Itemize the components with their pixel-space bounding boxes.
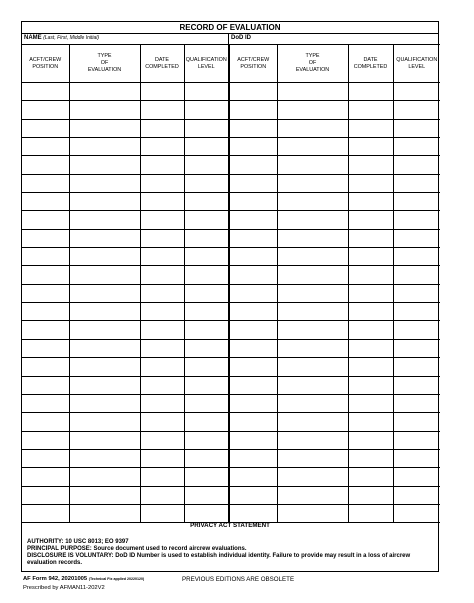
entry-cell[interactable]: [140, 138, 184, 156]
form-footer: [21, 574, 439, 598]
entry-cell[interactable]: [277, 284, 348, 302]
entry-cell[interactable]: [348, 193, 393, 211]
entry-cell[interactable]: [393, 284, 440, 302]
entry-cell[interactable]: [229, 468, 277, 486]
entry-cell[interactable]: [140, 284, 184, 302]
entry-cell[interactable]: [140, 358, 184, 376]
entry-cell[interactable]: [348, 156, 393, 174]
entry-cell[interactable]: [393, 321, 440, 339]
table-row: [22, 339, 440, 357]
entry-cell[interactable]: [69, 321, 140, 339]
entry-cell[interactable]: [140, 174, 184, 192]
header-row: [22, 45, 440, 83]
table-row: [22, 193, 440, 211]
table-row: [22, 156, 440, 174]
entry-cell[interactable]: [22, 83, 69, 101]
entry-cell[interactable]: [22, 358, 69, 376]
entry-cell[interactable]: [184, 449, 229, 467]
table-row: [22, 431, 440, 449]
entry-cell[interactable]: [184, 504, 229, 522]
entry-cell[interactable]: [277, 156, 348, 174]
entry-cell[interactable]: [22, 138, 69, 156]
entry-cell[interactable]: [229, 284, 277, 302]
entry-cell[interactable]: [140, 394, 184, 412]
column-header: QUALIFICATION LEVEL: [393, 45, 440, 83]
entry-cell[interactable]: [184, 431, 229, 449]
entry-cell[interactable]: [22, 174, 69, 192]
table-row: [22, 358, 440, 376]
entry-cell[interactable]: [348, 431, 393, 449]
entry-cell[interactable]: [22, 394, 69, 412]
entry-cell[interactable]: [69, 101, 140, 119]
entry-cell[interactable]: [22, 211, 69, 229]
entry-cell[interactable]: [348, 101, 393, 119]
entry-cell[interactable]: [277, 376, 348, 394]
entry-cell[interactable]: [277, 101, 348, 119]
entry-cell[interactable]: [229, 394, 277, 412]
entry-cell[interactable]: [69, 303, 140, 321]
prescribed-by: Prescribed by AFMAN11-202V2: [23, 585, 105, 591]
form-title: RECORD OF EVALUATION: [22, 22, 438, 34]
entry-cell[interactable]: [348, 394, 393, 412]
table-row: [22, 119, 440, 137]
obsolete-notice: PREVIOUS EDITIONS ARE OBSOLETE: [182, 576, 295, 583]
entry-cell[interactable]: [184, 229, 229, 247]
entry-cell[interactable]: [277, 248, 348, 266]
entry-cell[interactable]: [22, 449, 69, 467]
entry-cell[interactable]: [393, 449, 440, 467]
column-header: DATE COMPLETED: [348, 45, 393, 83]
entry-cell[interactable]: [229, 449, 277, 467]
entry-cell[interactable]: [22, 101, 69, 119]
entry-cell[interactable]: [393, 468, 440, 486]
entry-cell[interactable]: [393, 174, 440, 192]
entry-cell[interactable]: [277, 449, 348, 467]
dod-id-label: DoD ID: [231, 35, 251, 41]
entry-cell[interactable]: [184, 83, 229, 101]
entry-cell[interactable]: [22, 248, 69, 266]
entry-cell[interactable]: [393, 229, 440, 247]
entry-cell[interactable]: [69, 248, 140, 266]
entry-cell[interactable]: [229, 138, 277, 156]
entry-cell[interactable]: [22, 413, 69, 431]
entry-cell[interactable]: [184, 339, 229, 357]
entry-cell[interactable]: [277, 339, 348, 357]
entry-cell[interactable]: [184, 101, 229, 119]
entry-cell[interactable]: [69, 193, 140, 211]
entry-cell[interactable]: [69, 504, 140, 522]
entry-cell[interactable]: [393, 358, 440, 376]
entry-cell[interactable]: [277, 394, 348, 412]
entry-cell[interactable]: [229, 248, 277, 266]
column-header: TYPE OF EVALUATION: [277, 45, 348, 83]
entry-cell[interactable]: [69, 266, 140, 284]
entry-cell[interactable]: [348, 303, 393, 321]
entry-cell[interactable]: [277, 83, 348, 101]
entry-cell[interactable]: [22, 156, 69, 174]
entry-cell[interactable]: [348, 174, 393, 192]
entry-cell[interactable]: [348, 486, 393, 504]
entry-cell[interactable]: [393, 339, 440, 357]
entry-cell[interactable]: [22, 321, 69, 339]
entry-cell[interactable]: [22, 504, 69, 522]
entry-cell[interactable]: [393, 248, 440, 266]
table-row: [22, 174, 440, 192]
entry-cell[interactable]: [393, 394, 440, 412]
entry-cell[interactable]: [348, 321, 393, 339]
entry-cell[interactable]: [277, 193, 348, 211]
entry-cell[interactable]: [393, 83, 440, 101]
entry-cell[interactable]: [348, 468, 393, 486]
entry-cell[interactable]: [69, 156, 140, 174]
entry-cell[interactable]: [69, 174, 140, 192]
form-number: AF Form 942, 20201005: [23, 576, 88, 582]
entry-cell[interactable]: [69, 229, 140, 247]
entry-cell[interactable]: [277, 358, 348, 376]
entry-cell[interactable]: [22, 284, 69, 302]
entry-cell[interactable]: [184, 394, 229, 412]
table-row: [22, 486, 440, 504]
entry-cell[interactable]: [140, 339, 184, 357]
evaluation-rows: [22, 83, 440, 523]
entry-cell[interactable]: [277, 468, 348, 486]
name-label: NAME: [24, 35, 42, 41]
entry-cell[interactable]: [277, 504, 348, 522]
entry-cell[interactable]: [229, 119, 277, 137]
entry-cell[interactable]: [229, 266, 277, 284]
entry-cell[interactable]: [277, 431, 348, 449]
entry-cell[interactable]: [22, 119, 69, 137]
entry-cell[interactable]: [184, 119, 229, 137]
entry-cell[interactable]: [140, 266, 184, 284]
entry-cell[interactable]: [22, 229, 69, 247]
entry-cell[interactable]: [69, 449, 140, 467]
entry-cell[interactable]: [229, 413, 277, 431]
table-row: [22, 229, 440, 247]
table-row: [22, 266, 440, 284]
table-row: [22, 284, 440, 302]
entry-cell[interactable]: [69, 211, 140, 229]
entry-cell[interactable]: [140, 229, 184, 247]
entry-cell[interactable]: [69, 468, 140, 486]
entry-cell[interactable]: [277, 303, 348, 321]
entry-cell[interactable]: [184, 266, 229, 284]
entry-cell[interactable]: [140, 468, 184, 486]
entry-cell[interactable]: [140, 431, 184, 449]
entry-cell[interactable]: [229, 303, 277, 321]
table-row: [22, 83, 440, 101]
entry-cell[interactable]: [393, 303, 440, 321]
entry-cell[interactable]: [348, 413, 393, 431]
column-header: TYPE OF EVALUATION: [69, 45, 140, 83]
privacy-body: [27, 539, 432, 567]
entry-cell[interactable]: [22, 376, 69, 394]
entry-cell[interactable]: [348, 248, 393, 266]
entry-cell[interactable]: [348, 266, 393, 284]
entry-cell[interactable]: [229, 229, 277, 247]
entry-cell[interactable]: [140, 193, 184, 211]
table-row: [22, 394, 440, 412]
entry-cell[interactable]: [277, 138, 348, 156]
entry-cell[interactable]: [184, 193, 229, 211]
entry-cell[interactable]: [22, 486, 69, 504]
column-header: ACFT/CREW POSITION: [22, 45, 69, 83]
entry-cell[interactable]: [277, 266, 348, 284]
entry-cell[interactable]: [348, 449, 393, 467]
entry-cell[interactable]: [69, 486, 140, 504]
entry-cell[interactable]: [393, 119, 440, 137]
column-header: ACFT/CREW POSITION: [229, 45, 277, 83]
entry-cell[interactable]: [348, 358, 393, 376]
entry-cell[interactable]: [393, 266, 440, 284]
entry-cell[interactable]: [393, 486, 440, 504]
purpose-text: PRINCIPAL PURPOSE: Source document used to record aircrew evaluations.: [27, 546, 247, 552]
entry-cell[interactable]: [140, 413, 184, 431]
entry-cell[interactable]: [140, 486, 184, 504]
entry-cell[interactable]: [140, 156, 184, 174]
entry-cell[interactable]: [348, 211, 393, 229]
entry-cell[interactable]: [229, 431, 277, 449]
table-row: [22, 449, 440, 467]
entry-cell[interactable]: [229, 193, 277, 211]
entry-cell[interactable]: [69, 394, 140, 412]
entry-cell[interactable]: [348, 83, 393, 101]
entry-cell[interactable]: [69, 413, 140, 431]
table-row: [22, 504, 440, 522]
entry-cell[interactable]: [277, 321, 348, 339]
column-header: DATE COMPLETED: [140, 45, 184, 83]
entry-cell[interactable]: [22, 266, 69, 284]
entry-cell[interactable]: [140, 321, 184, 339]
entry-cell[interactable]: [140, 376, 184, 394]
entry-cell[interactable]: [69, 339, 140, 357]
evaluation-form: [21, 21, 439, 572]
entry-cell[interactable]: [348, 339, 393, 357]
name-field[interactable]: [24, 33, 99, 44]
entry-cell[interactable]: [140, 504, 184, 522]
entry-cell[interactable]: [393, 376, 440, 394]
table-row: [22, 248, 440, 266]
entry-cell[interactable]: [277, 229, 348, 247]
entry-cell[interactable]: [184, 156, 229, 174]
entry-cell[interactable]: [229, 504, 277, 522]
entry-cell[interactable]: [184, 284, 229, 302]
entry-cell[interactable]: [229, 101, 277, 119]
entry-cell[interactable]: [229, 321, 277, 339]
table-row: [22, 321, 440, 339]
entry-cell[interactable]: [393, 504, 440, 522]
entry-cell[interactable]: [69, 376, 140, 394]
entry-cell[interactable]: [184, 248, 229, 266]
entry-cell[interactable]: [277, 486, 348, 504]
entry-cell[interactable]: [277, 413, 348, 431]
entry-cell[interactable]: [184, 358, 229, 376]
privacy-act-section: [22, 521, 438, 573]
entry-cell[interactable]: [22, 468, 69, 486]
entry-cell[interactable]: [140, 449, 184, 467]
entry-cell[interactable]: [348, 229, 393, 247]
entry-cell[interactable]: [393, 138, 440, 156]
entry-cell[interactable]: [348, 504, 393, 522]
entry-cell[interactable]: [393, 211, 440, 229]
entry-cell[interactable]: [140, 303, 184, 321]
entry-cell[interactable]: [229, 174, 277, 192]
column-header: QUALIFICATION LEVEL: [184, 45, 229, 83]
entry-cell[interactable]: [393, 431, 440, 449]
entry-cell[interactable]: [393, 101, 440, 119]
entry-cell[interactable]: [140, 211, 184, 229]
entry-cell[interactable]: [69, 138, 140, 156]
entry-cell[interactable]: [22, 193, 69, 211]
entry-cell[interactable]: [140, 119, 184, 137]
entry-cell[interactable]: [229, 358, 277, 376]
table-row: [22, 211, 440, 229]
entry-cell[interactable]: [184, 376, 229, 394]
entry-cell[interactable]: [22, 303, 69, 321]
entry-cell[interactable]: [184, 413, 229, 431]
entry-cell[interactable]: [184, 486, 229, 504]
table-row: [22, 376, 440, 394]
entry-cell[interactable]: [393, 156, 440, 174]
entry-cell[interactable]: [229, 211, 277, 229]
table-row: [22, 303, 440, 321]
entry-cell[interactable]: [184, 303, 229, 321]
table-row: [22, 138, 440, 156]
entry-cell[interactable]: [184, 138, 229, 156]
form-id: [23, 576, 144, 582]
entry-cell[interactable]: [140, 248, 184, 266]
entry-cell[interactable]: [393, 413, 440, 431]
technical-fix-note: (Technical Fix applied 20220120): [88, 577, 145, 581]
entry-cell[interactable]: [22, 431, 69, 449]
entry-cell[interactable]: [348, 284, 393, 302]
entry-cell[interactable]: [184, 211, 229, 229]
entry-cell[interactable]: [277, 119, 348, 137]
entry-cell[interactable]: [277, 174, 348, 192]
name-hint: (Last, First, Middle Initial): [43, 35, 100, 41]
evaluation-table: [22, 44, 440, 523]
table-row: [22, 101, 440, 119]
entry-cell[interactable]: [140, 83, 184, 101]
entry-cell[interactable]: [229, 376, 277, 394]
entry-cell[interactable]: [69, 83, 140, 101]
entry-cell[interactable]: [184, 174, 229, 192]
dod-id-field[interactable]: [228, 33, 440, 44]
entry-cell[interactable]: [393, 193, 440, 211]
entry-cell[interactable]: [69, 358, 140, 376]
entry-cell[interactable]: [348, 376, 393, 394]
privacy-title: PRIVACY ACT STATEMENT: [190, 522, 270, 529]
entry-cell[interactable]: [229, 486, 277, 504]
entry-cell[interactable]: [229, 156, 277, 174]
entry-cell[interactable]: [69, 431, 140, 449]
entry-cell[interactable]: [22, 339, 69, 357]
entry-cell[interactable]: [69, 284, 140, 302]
table-row: [22, 468, 440, 486]
table-row: [22, 413, 440, 431]
entry-cell[interactable]: [277, 211, 348, 229]
entry-cell[interactable]: [229, 339, 277, 357]
authority-text: AUTHORITY: 10 USC 8013; EO 9397: [27, 539, 129, 545]
disclosure-text: DISCLOSURE IS VOLUNTARY: DoD ID Number is used to establish individual identity. Failure to provide may result in a loss of aircrew evaluation records.: [27, 553, 411, 566]
entry-cell[interactable]: [69, 119, 140, 137]
entry-cell[interactable]: [348, 138, 393, 156]
entry-cell[interactable]: [140, 101, 184, 119]
entry-cell[interactable]: [184, 321, 229, 339]
entry-cell[interactable]: [184, 468, 229, 486]
entry-cell[interactable]: [348, 119, 393, 137]
entry-cell[interactable]: [229, 83, 277, 101]
